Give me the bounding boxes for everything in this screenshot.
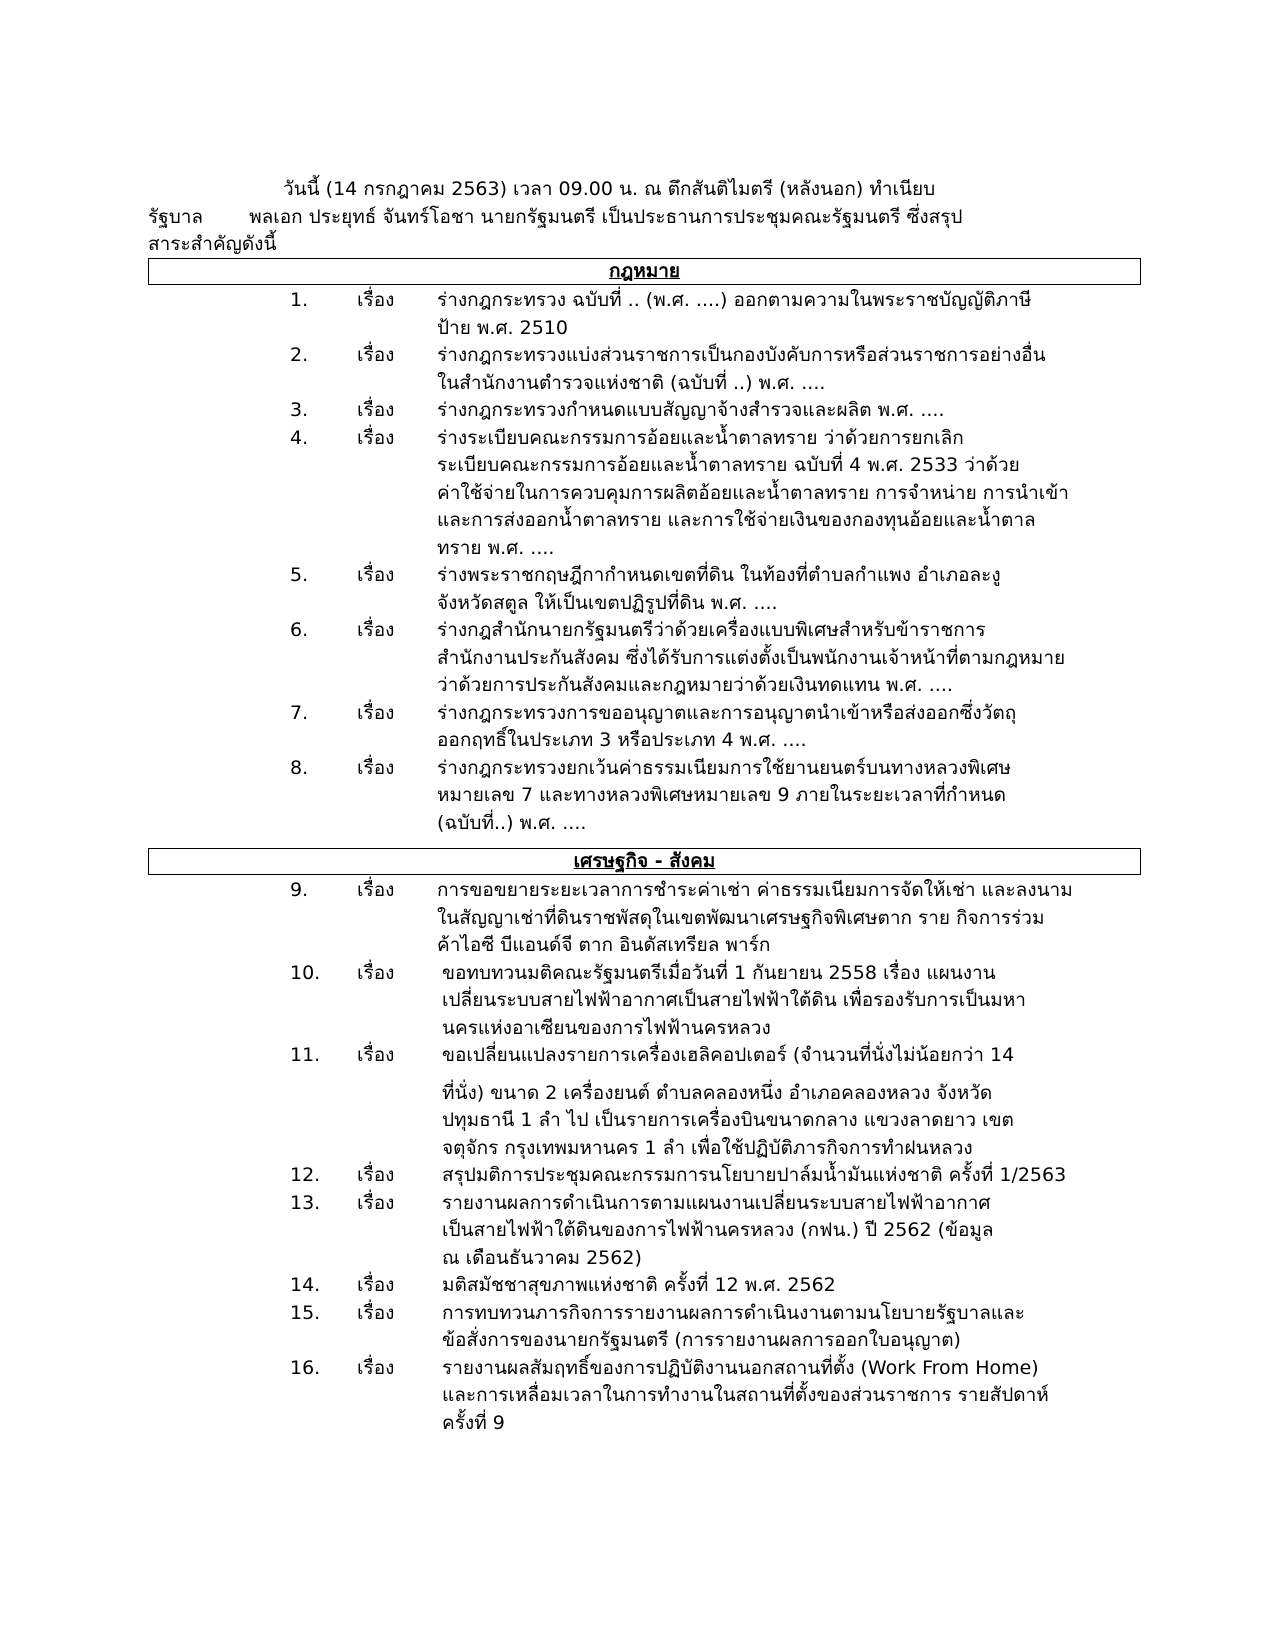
item-number: 14. xyxy=(290,1274,321,1296)
item-keyword: เรื่อง xyxy=(357,1191,395,1214)
item-text: ร่างกฎกระทรวงการขออนุญาตและการอนุญาตนำเข้าหรือส่งออกซึ่งวัตถุ ออกฤทธิ์ในประเภท 3 หรือประเภท 4 พ.ศ. .... xyxy=(437,701,1017,751)
item-number: 8. xyxy=(290,756,309,779)
item-text: ขอทบทวนมติคณะรัฐมนตรีเมื่อวันที่ 1 กันยายน 2558 เรื่อง แผนงาน เปลี่ยนระบบสายไฟฟ้าอากาศเป็นสายไฟฟ้าใต้ดิน เพื่อรองรับการเป็นมหา นครแห่งอาเซียนของการไฟฟ้านครหลวง xyxy=(442,961,1026,1039)
item-keyword: เรื่อง xyxy=(357,344,395,366)
item-text: ร่างกฎกระทรวง ฉบับที่ .. (พ.ศ. ....) ออกตามความในพระราชบัญญัติภาษี ป้าย พ.ศ. 2510 xyxy=(437,289,1032,339)
list-item xyxy=(0,617,1275,700)
item-keyword: เรื่อง xyxy=(357,879,395,901)
list-item xyxy=(0,342,1275,397)
item-text: สรุปมติการประชุมคณะกรรมการนโยบายปาล์มน้ำมันแห่งชาติ ครั้งที่ 1/2563 xyxy=(442,1164,1067,1186)
item-text: รายงานผลสัมฤทธิ์ของการปฏิบัติงานนอกสถานที่ตั้ง (Work From Home) และการเหลื่อมเวลาในการทำงานในสถานที่ตั้งของส่วนราชการ รายสัปดาห์ ครั้งที่ 9 xyxy=(442,1356,1049,1434)
item-number: 10. xyxy=(290,961,321,984)
item-number: 16. xyxy=(290,1356,321,1379)
section-header-law xyxy=(148,258,1141,285)
item-text: มติสมัชชาสุขภาพแห่งชาติ ครั้งที่ 12 พ.ศ. 2562 xyxy=(442,1274,836,1296)
list-item xyxy=(0,1272,1275,1300)
item-keyword: เรื่อง xyxy=(357,701,395,724)
item-keyword: เรื่อง xyxy=(357,1044,395,1066)
item-text: การขอขยายระยะเวลาการชำระค่าเช่า ค่าธรรมเนียมการจัดให้เช่า และลงนาม ในสัญญาเช่าที่ดินราชพัสดุในเขตพัฒนาเศรษฐกิจพิเศษตาก ราย กิจการร่วม ค้าไอซี บีแอนด์จี ตาก อินดัสเทรียล พาร์ก xyxy=(437,879,1073,956)
item-keyword: เรื่อง xyxy=(357,1356,395,1379)
item-keyword: เรื่อง xyxy=(357,961,395,984)
item-text: ร่างกฎกระทรวงยกเว้นค่าธรรมเนียมการใช้ยานยนตร์บนทางหลวงพิเศษ หมายเลข 7 และทางหลวงพิเศษหมายเลข 9 ภายในระยะเวลาที่กำหนด (ฉบับที่..) พ.ศ. .... xyxy=(437,756,1012,834)
item-number: 12. xyxy=(290,1164,321,1186)
item-keyword: เรื่อง xyxy=(357,1164,395,1186)
section-items-economy-society xyxy=(0,877,1275,1437)
item-text: ร่างระเบียบคณะกรรมการอ้อยและน้ำตาลทราย ว่าด้วยการยกเลิก ระเบียบคณะกรรมการอ้อยและน้ำตาลทราย ฉบับที่ 4 พ.ศ. 2533 ว่าด้วย ค่าใช้จ่ายในการควบคุมการผลิตอ้อยและน้ำตาลทราย การจำหน่าย การนำเข้า และการส่งออกน้ำตาลทราย และการใช้จ่ายเงินของกองทุนอ้อยและน้ำตาล ทราย พ.ศ. .... xyxy=(437,426,1069,559)
list-item xyxy=(0,1355,1275,1438)
item-number: 11. xyxy=(290,1044,321,1066)
item-keyword: เรื่อง xyxy=(357,399,395,421)
item-number: 7. xyxy=(290,701,309,724)
intro-paragraph xyxy=(148,176,1148,259)
item-keyword: เรื่อง xyxy=(357,1301,395,1324)
item-number: 1. xyxy=(290,289,309,311)
item-text: ร่างพระราชกฤษฎีกากำหนดเขตที่ดิน ในท้องที่ตำบลกำแพง อำเภอละงู จังหวัดสตูล ให้เป็นเขตปฏิรูปที่ดิน พ.ศ. .... xyxy=(437,564,1001,614)
list-item xyxy=(0,700,1275,755)
list-item xyxy=(0,960,1275,1043)
section-items-law xyxy=(0,287,1275,837)
intro-line-1: วันนี้ (14 กรกฎาคม 2563) เวลา 09.00 น. ณ ตึกสันติไมตรี (หลังนอก) ทำเนียบ xyxy=(283,178,936,200)
item-keyword: เรื่อง xyxy=(357,619,395,641)
item-number: 6. xyxy=(290,619,309,641)
item-text: รายงานผลการดำเนินการตามแผนงานเปลี่ยนระบบสายไฟฟ้าอากาศ เป็นสายไฟฟ้าใต้ดินของการไฟฟ้านครหลวง (กฟน.) ปี 2562 (ข้อมูล ณ เดือนธันวาคม 2562) xyxy=(442,1191,994,1269)
list-item xyxy=(0,755,1275,838)
list-item xyxy=(0,1300,1275,1355)
item-text: ร่างกฎสำนักนายกรัฐมนตรีว่าด้วยเครื่องแบบพิเศษสำหรับข้าราชการ สำนักงานประกันสังคม ซึ่งได้รับการแต่งตั้งเป็นพนักงานเจ้าหน้าที่ตามกฎหมาย ว่าด้วยการประกันสังคมและกฎหมายว่าด้วยเงินทดแทน พ.ศ. .... xyxy=(437,619,1066,696)
list-item xyxy=(0,562,1275,617)
item-keyword: เรื่อง xyxy=(357,1274,395,1296)
list-item xyxy=(0,287,1275,342)
intro-line-2a: รัฐบาล xyxy=(148,205,204,228)
list-item xyxy=(0,425,1275,563)
list-item xyxy=(0,1042,1275,1162)
item-number: 3. xyxy=(290,399,309,421)
item-text xyxy=(442,1042,1152,1162)
list-item xyxy=(0,1162,1275,1190)
section-title-economy-society: เศรษฐกิจ - สังคม xyxy=(573,850,716,872)
intro-line-2b: พลเอก ประยุทธ์ จันทร์โอชา นายกรัฐมนตรี เป็นประธานการประชุมคณะรัฐมนตรี ซึ่งสรุป xyxy=(249,205,963,228)
intro-line-2 xyxy=(148,204,1148,232)
list-item xyxy=(0,1190,1275,1273)
item-number: 5. xyxy=(290,564,309,586)
section-title-law: กฎหมาย xyxy=(608,260,681,282)
item-number: 9. xyxy=(290,879,309,901)
item-text-part-2: ที่นั่ง) ขนาด 2 เครื่องยนต์ ตำบลคลองหนึ่ง อำเภอคลองหลวง จังหวัด ปทุมธานี 1 ลำ ไป เป็นรายการเครื่องบินขนาดกลาง แขวงลาดยาว เขต จตุจักร กรุงเทพมหานคร 1 ลำ เพื่อใช้ปฏิบัติภารกิจการทำฝนหลวง xyxy=(442,1081,1014,1159)
item-keyword: เรื่อง xyxy=(357,564,395,586)
intro-line-3: สาระสำคัญดังนี้ xyxy=(148,233,277,255)
list-item xyxy=(0,877,1275,960)
item-text: การทบทวนภารกิจการรายงานผลการดำเนินงานตามนโยบายรัฐบาลและ ข้อสั่งการของนายกรัฐมนตรี (การรายงานผลการออกใบอนุญาต) xyxy=(442,1301,1025,1351)
item-text: ร่างกฎกระทรวงกำหนดแบบสัญญาจ้างสำรวจและผลิต พ.ศ. .... xyxy=(437,399,945,421)
item-text: ร่างกฎกระทรวงแบ่งส่วนราชการเป็นกองบังคับการหรือส่วนราชการอย่างอื่น ในสำนักงานตำรวจแห่งชาติ (ฉบับที่ ..) พ.ศ. .... xyxy=(437,344,1046,394)
list-item xyxy=(0,397,1275,425)
item-number: 13. xyxy=(290,1191,321,1214)
item-text-part-1: ขอเปลี่ยนแปลงรายการเครื่องเฮลิคอปเตอร์ (จำนวนที่นั่งไม่น้อยกว่า 14 xyxy=(442,1044,1015,1066)
section-header-economy-society xyxy=(148,848,1141,875)
item-number: 2. xyxy=(290,344,309,366)
item-number: 4. xyxy=(290,426,309,449)
item-keyword: เรื่อง xyxy=(357,756,395,779)
item-number: 15. xyxy=(290,1301,321,1324)
item-keyword: เรื่อง xyxy=(357,426,395,449)
item-keyword: เรื่อง xyxy=(357,289,395,311)
